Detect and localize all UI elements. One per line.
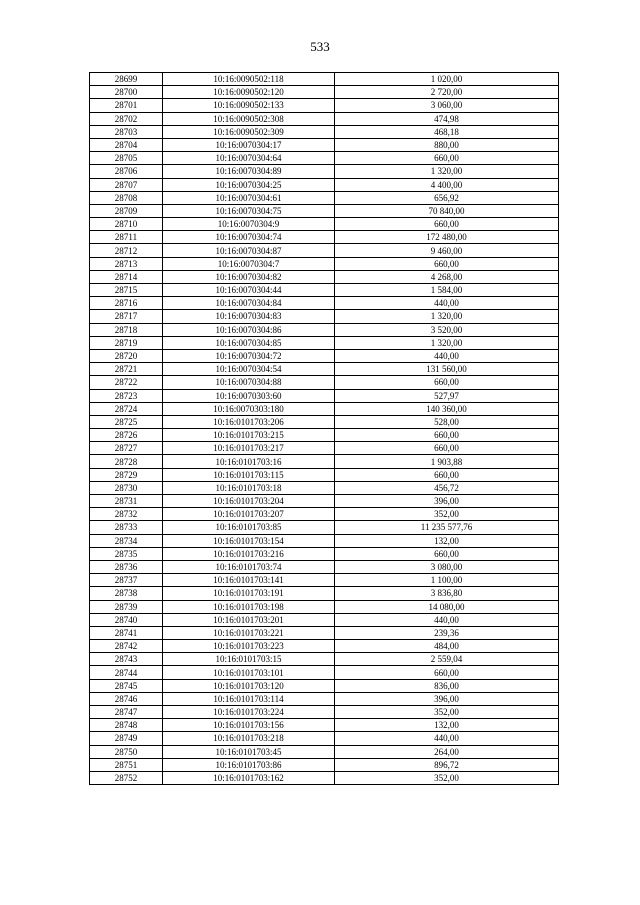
- value-cell: 2 720,00: [335, 86, 559, 99]
- cadastral-number-cell: 10:16:0101703:215: [163, 429, 335, 442]
- cadastral-number-cell: 10:16:0070304:17: [163, 138, 335, 151]
- value-cell: 880,00: [335, 138, 559, 151]
- row-number-cell: 28708: [90, 191, 163, 204]
- row-number-cell: 28716: [90, 297, 163, 310]
- row-number-cell: 28742: [90, 640, 163, 653]
- cadastral-number-cell: 10:16:0101703:216: [163, 547, 335, 560]
- row-number-cell: 28722: [90, 376, 163, 389]
- row-number-cell: 28712: [90, 244, 163, 257]
- table-row: [90, 613, 559, 626]
- row-number-cell: 28740: [90, 613, 163, 626]
- value-cell: 468,18: [335, 125, 559, 138]
- value-cell: 11 235 577,76: [335, 521, 559, 534]
- table-row: [90, 719, 559, 732]
- table-row: [90, 363, 559, 376]
- table-row: [90, 336, 559, 349]
- value-cell: 660,00: [335, 376, 559, 389]
- cadastral-number-cell: 10:16:0101703:198: [163, 600, 335, 613]
- cadastral-number-cell: 10:16:0101703:156: [163, 719, 335, 732]
- table-row: [90, 587, 559, 600]
- table-row: [90, 692, 559, 705]
- table-row: [90, 442, 559, 455]
- cadastral-number-cell: 10:16:0070304:87: [163, 244, 335, 257]
- table-row: [90, 73, 559, 86]
- table-row: [90, 270, 559, 283]
- cadastral-number-cell: 10:16:0101703:224: [163, 706, 335, 719]
- table-row: [90, 310, 559, 323]
- value-cell: 836,00: [335, 679, 559, 692]
- cadastral-number-cell: 10:16:0090502:133: [163, 99, 335, 112]
- row-number-cell: 28752: [90, 771, 163, 784]
- row-number-cell: 28746: [90, 692, 163, 705]
- cadastral-number-cell: 10:16:0070304:72: [163, 349, 335, 362]
- row-number-cell: 28738: [90, 587, 163, 600]
- value-cell: 440,00: [335, 732, 559, 745]
- cadastral-number-cell: 10:16:0101703:221: [163, 626, 335, 639]
- row-number-cell: 28703: [90, 125, 163, 138]
- row-number-cell: 28735: [90, 547, 163, 560]
- value-cell: 1 903,88: [335, 455, 559, 468]
- cadastral-number-cell: 10:16:0101703:45: [163, 745, 335, 758]
- table-row: [90, 257, 559, 270]
- cadastral-number-cell: 10:16:0070304:75: [163, 204, 335, 217]
- value-cell: 660,00: [335, 257, 559, 270]
- value-cell: 3 080,00: [335, 560, 559, 573]
- cadastral-number-cell: 10:16:0101703:207: [163, 508, 335, 521]
- row-number-cell: 28707: [90, 178, 163, 191]
- cadastral-number-cell: 10:16:0070304:85: [163, 336, 335, 349]
- value-cell: 70 840,00: [335, 204, 559, 217]
- value-cell: 9 460,00: [335, 244, 559, 257]
- value-cell: 352,00: [335, 771, 559, 784]
- table-row: [90, 495, 559, 508]
- value-cell: 474,98: [335, 112, 559, 125]
- cadastral-number-cell: 10:16:0101703:218: [163, 732, 335, 745]
- value-cell: 4 400,00: [335, 178, 559, 191]
- row-number-cell: 28709: [90, 204, 163, 217]
- table-row: [90, 402, 559, 415]
- row-number-cell: 28705: [90, 152, 163, 165]
- table-row: [90, 508, 559, 521]
- value-cell: 396,00: [335, 692, 559, 705]
- cadastral-number-cell: 10:16:0101703:191: [163, 587, 335, 600]
- table-row: [90, 178, 559, 191]
- row-number-cell: 28750: [90, 745, 163, 758]
- cadastral-number-cell: 10:16:0101703:115: [163, 468, 335, 481]
- table-row: [90, 758, 559, 771]
- table-row: [90, 534, 559, 547]
- table-row: [90, 138, 559, 151]
- value-cell: 1 320,00: [335, 165, 559, 178]
- table-row: [90, 455, 559, 468]
- table-row: [90, 666, 559, 679]
- cadastral-number-cell: 10:16:0070304:44: [163, 284, 335, 297]
- table-row: [90, 626, 559, 639]
- cadastral-number-cell: 10:16:0101703:74: [163, 560, 335, 573]
- row-number-cell: 28717: [90, 310, 163, 323]
- value-cell: 1 020,00: [335, 73, 559, 86]
- row-number-cell: 28747: [90, 706, 163, 719]
- value-cell: 352,00: [335, 508, 559, 521]
- cadastral-number-cell: 10:16:0090502:308: [163, 112, 335, 125]
- cadastral-number-cell: 10:16:0101703:204: [163, 495, 335, 508]
- cadastral-number-cell: 10:16:0070304:88: [163, 376, 335, 389]
- value-cell: 660,00: [335, 666, 559, 679]
- table-row: [90, 376, 559, 389]
- value-cell: 440,00: [335, 297, 559, 310]
- cadastral-number-cell: 10:16:0070304:82: [163, 270, 335, 283]
- table-row: [90, 323, 559, 336]
- cadastral-number-cell: 10:16:0090502:309: [163, 125, 335, 138]
- cadastral-number-cell: 10:16:0101703:18: [163, 481, 335, 494]
- table-row: [90, 745, 559, 758]
- value-cell: 527,97: [335, 389, 559, 402]
- value-cell: 660,00: [335, 152, 559, 165]
- row-number-cell: 28751: [90, 758, 163, 771]
- cadastral-number-cell: 10:16:0101703:162: [163, 771, 335, 784]
- row-number-cell: 28743: [90, 653, 163, 666]
- cadastral-number-cell: 10:16:0101703:85: [163, 521, 335, 534]
- table-row: [90, 86, 559, 99]
- value-cell: 660,00: [335, 442, 559, 455]
- row-number-cell: 28721: [90, 363, 163, 376]
- row-number-cell: 28714: [90, 270, 163, 283]
- cadastral-number-cell: 10:16:0101703:154: [163, 534, 335, 547]
- value-cell: 1 100,00: [335, 574, 559, 587]
- cadastral-number-cell: 10:16:0070304:54: [163, 363, 335, 376]
- value-cell: 660,00: [335, 547, 559, 560]
- table-row: [90, 521, 559, 534]
- table-row: [90, 547, 559, 560]
- row-number-cell: 28739: [90, 600, 163, 613]
- cadastral-number-cell: 10:16:0070304:84: [163, 297, 335, 310]
- row-number-cell: 28734: [90, 534, 163, 547]
- cadastral-number-cell: 10:16:0090502:118: [163, 73, 335, 86]
- row-number-cell: 28700: [90, 86, 163, 99]
- cadastral-number-cell: 10:16:0101703:16: [163, 455, 335, 468]
- cadastral-number-cell: 10:16:0070303:60: [163, 389, 335, 402]
- row-number-cell: 28737: [90, 574, 163, 587]
- value-cell: 656,92: [335, 191, 559, 204]
- table-row: [90, 191, 559, 204]
- row-number-cell: 28732: [90, 508, 163, 521]
- cadastral-number-cell: 10:16:0070304:86: [163, 323, 335, 336]
- table-row: [90, 732, 559, 745]
- table-row: [90, 706, 559, 719]
- table-row: [90, 112, 559, 125]
- table-row: [90, 165, 559, 178]
- table-row: [90, 679, 559, 692]
- value-cell: 528,00: [335, 415, 559, 428]
- table-row: [90, 218, 559, 231]
- cadastral-number-cell: 10:16:0101703:141: [163, 574, 335, 587]
- row-number-cell: 28719: [90, 336, 163, 349]
- value-cell: 896,72: [335, 758, 559, 771]
- row-number-cell: 28701: [90, 99, 163, 112]
- row-number-cell: 28727: [90, 442, 163, 455]
- table-row: [90, 125, 559, 138]
- table-row: [90, 389, 559, 402]
- value-cell: 264,00: [335, 745, 559, 758]
- value-cell: 140 360,00: [335, 402, 559, 415]
- cadastral-number-cell: 10:16:0101703:114: [163, 692, 335, 705]
- row-number-cell: 28723: [90, 389, 163, 402]
- table-row: [90, 640, 559, 653]
- table-row: [90, 481, 559, 494]
- row-number-cell: 28704: [90, 138, 163, 151]
- cadastral-number-cell: 10:16:0070303:180: [163, 402, 335, 415]
- row-number-cell: 28745: [90, 679, 163, 692]
- cadastral-number-cell: 10:16:0070304:83: [163, 310, 335, 323]
- value-cell: 2 559,04: [335, 653, 559, 666]
- cadastral-number-cell: 10:16:0101703:223: [163, 640, 335, 653]
- table-row: [90, 771, 559, 784]
- row-number-cell: 28725: [90, 415, 163, 428]
- cadastral-number-cell: 10:16:0070304:25: [163, 178, 335, 191]
- table-row: [90, 653, 559, 666]
- cadastral-number-cell: 10:16:0101703:120: [163, 679, 335, 692]
- table-row: [90, 415, 559, 428]
- value-cell: 660,00: [335, 429, 559, 442]
- value-cell: 4 268,00: [335, 270, 559, 283]
- table-row: [90, 349, 559, 362]
- cadastral-number-cell: 10:16:0070304:64: [163, 152, 335, 165]
- value-cell: 660,00: [335, 218, 559, 231]
- row-number-cell: 28718: [90, 323, 163, 336]
- cadastral-number-cell: 10:16:0070304:7: [163, 257, 335, 270]
- value-cell: 484,00: [335, 640, 559, 653]
- row-number-cell: 28728: [90, 455, 163, 468]
- cadastral-number-cell: 10:16:0070304:89: [163, 165, 335, 178]
- row-number-cell: 28736: [90, 560, 163, 573]
- row-number-cell: 28731: [90, 495, 163, 508]
- table-row: [90, 468, 559, 481]
- row-number-cell: 28713: [90, 257, 163, 270]
- value-cell: 172 480,00: [335, 231, 559, 244]
- table-row: [90, 429, 559, 442]
- cadastral-number-cell: 10:16:0070304:61: [163, 191, 335, 204]
- value-cell: 352,00: [335, 706, 559, 719]
- cadastral-number-cell: 10:16:0090502:120: [163, 86, 335, 99]
- row-number-cell: 28715: [90, 284, 163, 297]
- row-number-cell: 28749: [90, 732, 163, 745]
- value-cell: 660,00: [335, 468, 559, 481]
- registry-table: [89, 72, 559, 785]
- row-number-cell: 28702: [90, 112, 163, 125]
- value-cell: 132,00: [335, 719, 559, 732]
- page-number: 533: [310, 39, 330, 54]
- cadastral-number-cell: 10:16:0101703:201: [163, 613, 335, 626]
- cadastral-number-cell: 10:16:0101703:217: [163, 442, 335, 455]
- row-number-cell: 28729: [90, 468, 163, 481]
- value-cell: 239,36: [335, 626, 559, 639]
- row-number-cell: 28748: [90, 719, 163, 732]
- row-number-cell: 28710: [90, 218, 163, 231]
- row-number-cell: 28724: [90, 402, 163, 415]
- value-cell: 456,72: [335, 481, 559, 494]
- table-row: [90, 600, 559, 613]
- cadastral-number-cell: 10:16:0101703:206: [163, 415, 335, 428]
- table-row: [90, 244, 559, 257]
- table-row: [90, 231, 559, 244]
- table-row: [90, 297, 559, 310]
- value-cell: 1 584,00: [335, 284, 559, 297]
- row-number-cell: 28711: [90, 231, 163, 244]
- value-cell: 1 320,00: [335, 310, 559, 323]
- table-row: [90, 284, 559, 297]
- value-cell: 396,00: [335, 495, 559, 508]
- cadastral-number-cell: 10:16:0101703:15: [163, 653, 335, 666]
- cadastral-number-cell: 10:16:0101703:86: [163, 758, 335, 771]
- value-cell: 3 060,00: [335, 99, 559, 112]
- value-cell: 3 836,80: [335, 587, 559, 600]
- value-cell: 440,00: [335, 349, 559, 362]
- cadastral-number-cell: 10:16:0070304:9: [163, 218, 335, 231]
- table-row: [90, 560, 559, 573]
- table-row: [90, 204, 559, 217]
- row-number-cell: 28730: [90, 481, 163, 494]
- table-row: [90, 574, 559, 587]
- row-number-cell: 28741: [90, 626, 163, 639]
- row-number-cell: 28744: [90, 666, 163, 679]
- value-cell: 131 560,00: [335, 363, 559, 376]
- value-cell: 1 320,00: [335, 336, 559, 349]
- registry-table-body: [90, 73, 559, 785]
- table-row: [90, 99, 559, 112]
- value-cell: 3 520,00: [335, 323, 559, 336]
- table-row: [90, 152, 559, 165]
- row-number-cell: 28720: [90, 349, 163, 362]
- cadastral-number-cell: 10:16:0101703:101: [163, 666, 335, 679]
- row-number-cell: 28699: [90, 73, 163, 86]
- cadastral-number-cell: 10:16:0070304:74: [163, 231, 335, 244]
- row-number-cell: 28706: [90, 165, 163, 178]
- row-number-cell: 28733: [90, 521, 163, 534]
- value-cell: 14 080,00: [335, 600, 559, 613]
- value-cell: 440,00: [335, 613, 559, 626]
- row-number-cell: 28726: [90, 429, 163, 442]
- value-cell: 132,00: [335, 534, 559, 547]
